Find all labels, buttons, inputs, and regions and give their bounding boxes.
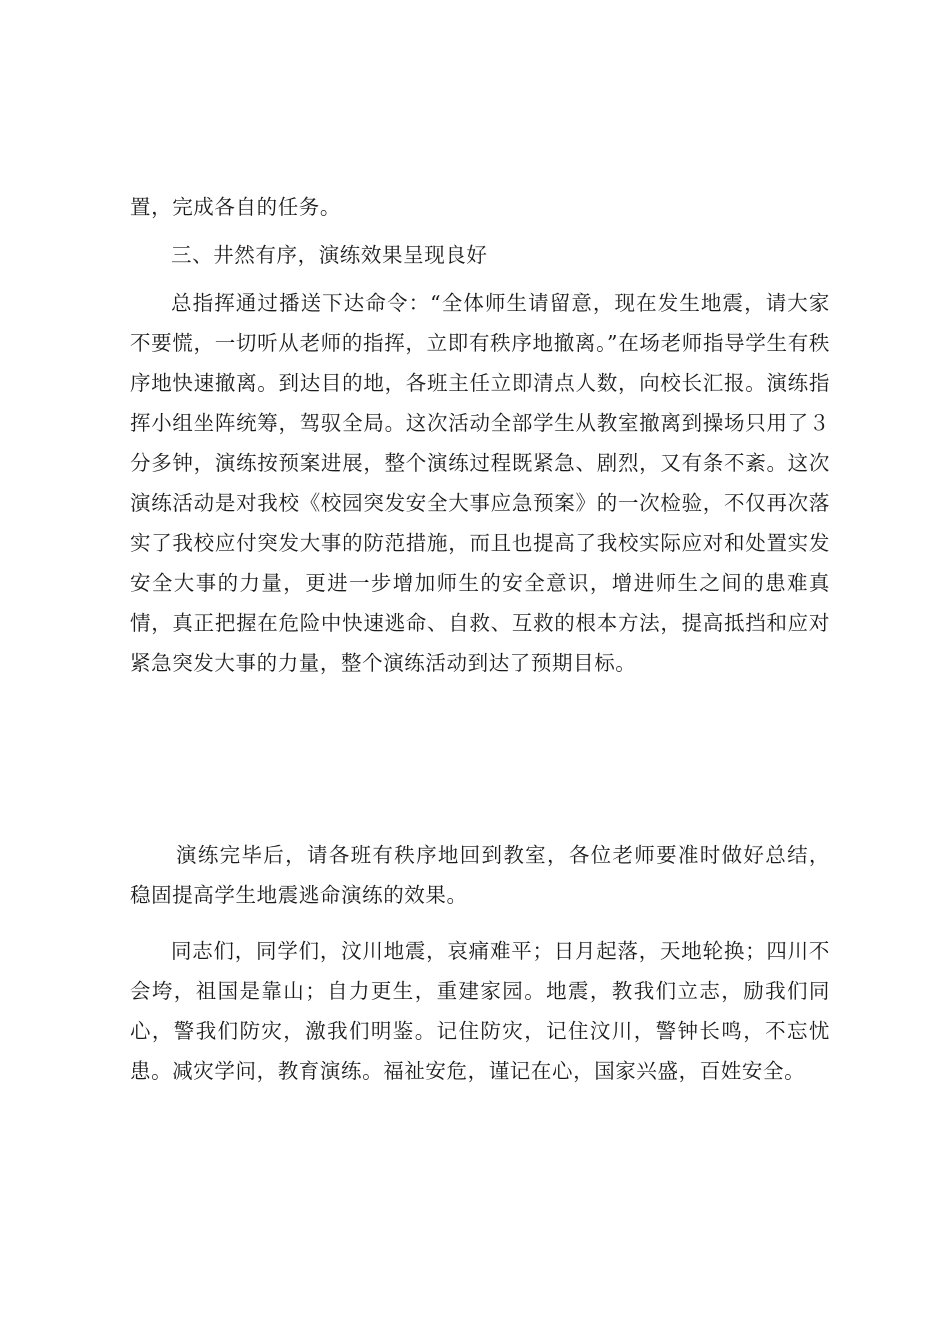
paragraph-after-drill: 演练完毕后，请各班有秩序地回到教室，各位老师要准时做好总结，稳固提高学生地震逃命演练的效果。 xyxy=(130,843,830,907)
paragraph-drill-process: 总指挥通过播送下达命令：“全体师生请留意，现在发生地震，请大家不要慌，一切听从老师的指挥，立即有秩序地撤离。”在场老师指导学生有秩序地快速撤离。到达目的地，各班主任立即清点人数，向校长汇报。演练指挥小组坐阵统筹，驾驭全局。这次活动全部学生从教室撤离到操场只用了３分多钟，演练按预案进展，整个演练过程既紧急、剧烈，又有条不紊。这次演练活动是对我校《校园突发安全大事应急预案》的一次检验，不仅再次落实了我校应付突发大事的防范措施，而且也提高了我校实际应对和处置实发安全大事的力量，更进一步增加师生的安全意识，增进师生之间的患难真情，真正把握在危险中快速逃命、自救、互救的根本方法，提高抵挡和应对紧急突发大事的力量，整个演练活动到达了预期目标。 xyxy=(130,291,830,675)
paragraph-closing: 同志们，同学们，汶川地震，哀痛难平；日月起落，天地轮换；四川不会垮，祖国是靠山；自力更生，重建家园。地震，教我们立志，励我们同心，警我们防灾，激我们明鉴。记住防灾，记住汶川，警钟长鸣，不忘忧患。减灾学问，教育演练。福祉安危，谨记在心，国家兴盛，百姓安全。 xyxy=(130,939,830,1083)
section-heading: 三、井然有序，演练效果呈现良好 xyxy=(171,243,488,267)
paragraph-continuation: 置，完成各自的任务。 xyxy=(130,195,341,219)
